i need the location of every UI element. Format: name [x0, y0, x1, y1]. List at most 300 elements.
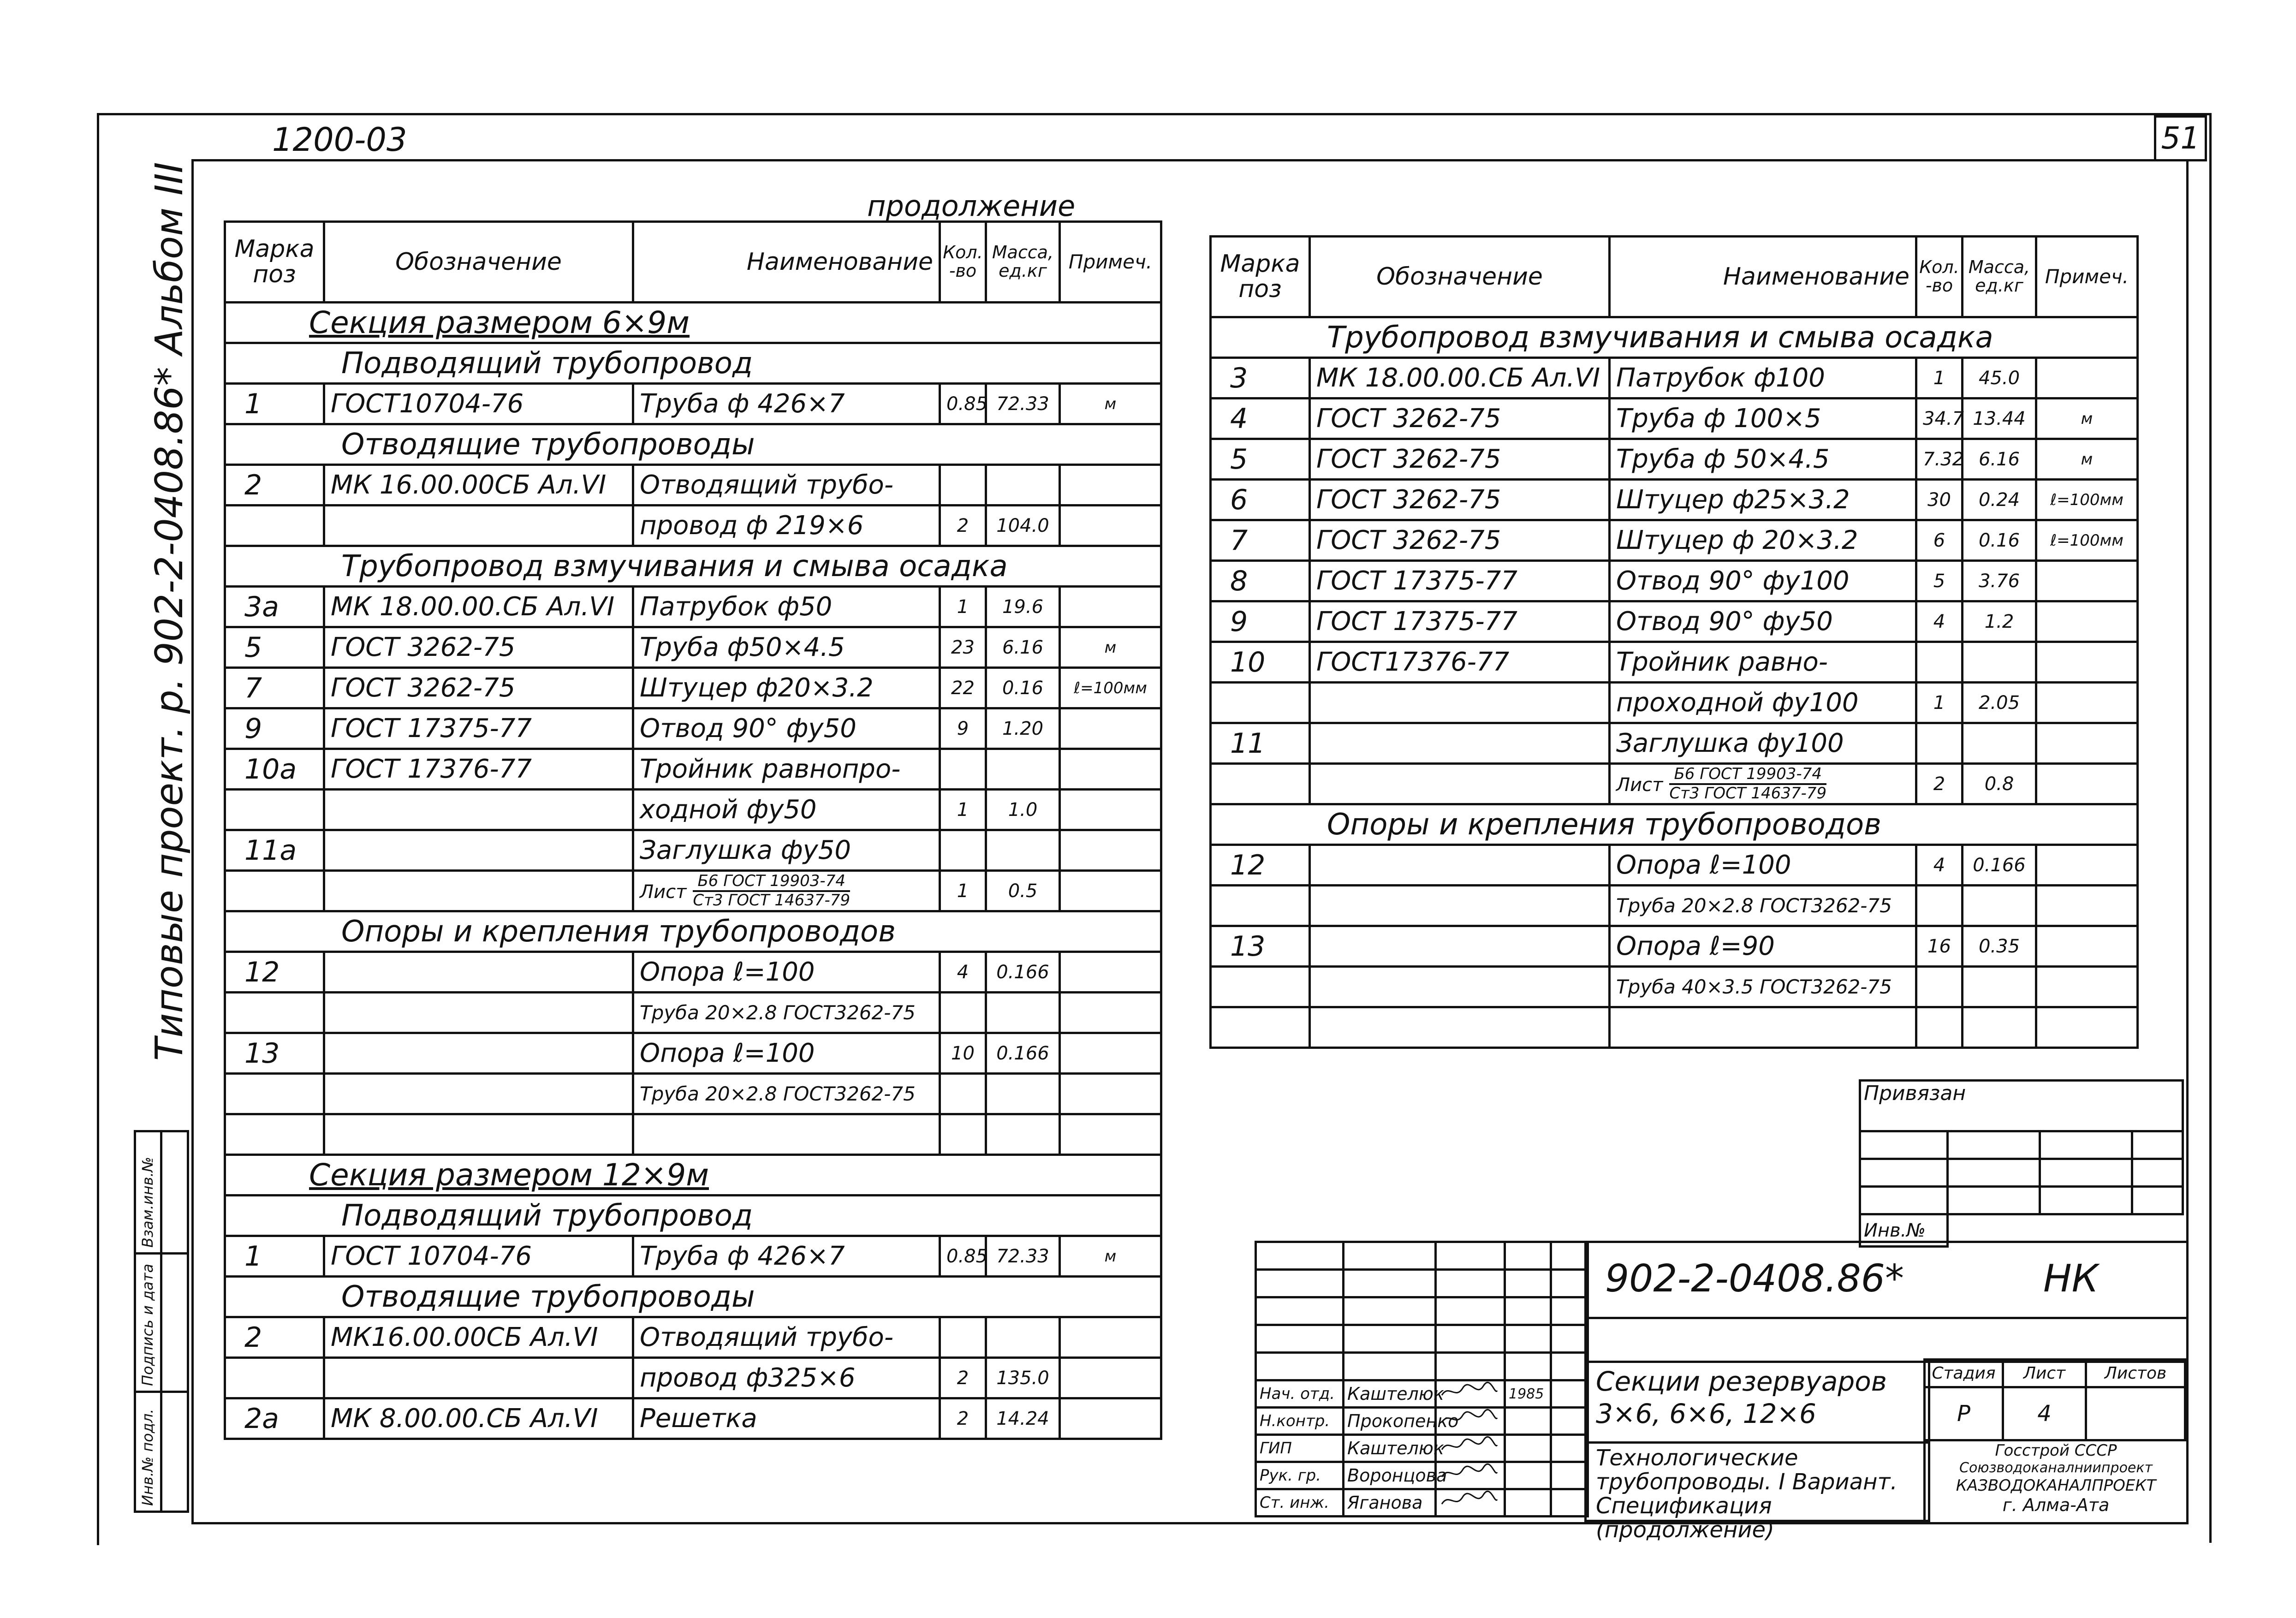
- drawing-title: Секции резервуаров 3×6, 6×6, 12×6: [1596, 1366, 1887, 1429]
- group-heading: Опоры и крепления трубопроводов: [225, 911, 1161, 952]
- mass-cell: 6.16: [1963, 439, 2036, 480]
- table-row: [1211, 601, 2138, 642]
- left-spec-table: [224, 220, 1162, 1440]
- mass-cell: [1963, 1007, 2036, 1048]
- mark-cell: 5: [225, 627, 324, 668]
- page-number: 51: [2154, 115, 2207, 161]
- mark-cell: [1211, 1007, 1310, 1048]
- material-grade: Б6 ГОСТ 19903-74: [693, 873, 850, 892]
- name-cell: Отвод 90° фу100: [1610, 561, 1916, 601]
- mark-cell: 10а: [225, 749, 324, 790]
- stamp-inv-podl: Инв.№ подл.: [139, 1409, 156, 1506]
- mass-cell: 19.6: [986, 587, 1060, 627]
- group-heading: Подводящий трубопровод: [225, 1196, 1161, 1236]
- table-row: [225, 749, 1161, 790]
- table-row: [225, 871, 1161, 911]
- name-cell: [633, 1114, 940, 1155]
- title-main-box: [1584, 1361, 1930, 1444]
- stage-label: Стадия: [1925, 1360, 2003, 1387]
- table-row: [1211, 967, 2138, 1007]
- table-row: [1211, 1007, 2138, 1048]
- mass-cell: 135.0: [986, 1358, 1060, 1398]
- mark-cell: 1: [225, 384, 324, 424]
- mass-cell: [1963, 967, 2036, 1007]
- group-heading-row: [225, 424, 1161, 465]
- mark-cell: 1: [225, 1236, 324, 1277]
- org-line4: г. Алма-Ата: [2002, 1495, 2110, 1515]
- signer-row: [1256, 1462, 1588, 1489]
- table-row: [225, 1114, 1161, 1155]
- signature: [1436, 1380, 1505, 1408]
- col-mass-header: Масса, ед.кг: [1963, 237, 2036, 317]
- mass-cell: 0.166: [1963, 845, 2036, 886]
- mark-cell: 7: [1211, 520, 1310, 561]
- name-cell: Отводящий трубо-: [633, 465, 940, 506]
- table-row: [1211, 439, 2138, 480]
- note-cell: [1060, 993, 1161, 1033]
- note-cell: [2036, 358, 2138, 399]
- qty-cell: 30: [1916, 480, 1963, 520]
- drawing-code: 902-2-0408.86*: [1605, 1257, 1904, 1301]
- name-cell: проходной фу100: [1610, 683, 1916, 723]
- qty-cell: 2: [1916, 764, 1963, 804]
- tie-label: Привязан: [1860, 1081, 2183, 1131]
- note-cell: [2036, 642, 2138, 683]
- designation-cell: ГОСТ 3262-75: [324, 627, 633, 668]
- mark-cell: [225, 506, 324, 546]
- table-row: [225, 952, 1161, 993]
- mark-cell: [1211, 967, 1310, 1007]
- table-row: [225, 465, 1161, 506]
- section-heading: Секция размером 12×9м: [225, 1155, 1161, 1196]
- group-heading: Трубопровод взмучивания и смыва осадка: [1211, 317, 2138, 358]
- note-cell: [1060, 465, 1161, 506]
- qty-cell: [940, 465, 986, 506]
- designation-cell: [324, 1114, 633, 1155]
- name-cell: Отводящий трубо-: [633, 1317, 940, 1358]
- side-stamp: [134, 1130, 189, 1513]
- signature-grid: [1255, 1241, 1589, 1517]
- name-cell: [633, 871, 940, 911]
- qty-cell: 22: [940, 668, 986, 708]
- mark-cell: 4: [1211, 399, 1310, 439]
- designation-cell: ГОСТ 17376-77: [324, 749, 633, 790]
- name-cell: Труба ф 426×7: [633, 1236, 940, 1277]
- mark-cell: 3: [1211, 358, 1310, 399]
- signature-blank-row: [1256, 1353, 1588, 1380]
- table-row: [225, 708, 1161, 749]
- name-cell: Труба 40×3.5 ГОСТ3262-75: [1610, 967, 1916, 1007]
- designation-cell: [324, 1074, 633, 1114]
- note-cell: [2036, 926, 2138, 967]
- table-row: [225, 993, 1161, 1033]
- mark-cell: 2: [225, 465, 324, 506]
- mass-cell: [986, 1114, 1060, 1155]
- sign-date: 1985: [1505, 1380, 1551, 1408]
- mass-cell: 72.33: [986, 384, 1060, 424]
- qty-cell: [1916, 723, 1963, 764]
- note-cell: [2036, 845, 2138, 886]
- name-cell: Труба ф 426×7: [633, 384, 940, 424]
- signature-scribble: [1439, 1409, 1499, 1429]
- designation-cell: ГОСТ 3262-75: [324, 668, 633, 708]
- mass-cell: 13.44: [1963, 399, 2036, 439]
- table-row: [225, 627, 1161, 668]
- signer-role: Нач. отд.: [1256, 1380, 1344, 1408]
- name-cell: Решетка: [633, 1398, 940, 1439]
- table-row: [1211, 561, 2138, 601]
- qty-cell: 1: [940, 790, 986, 830]
- designation-cell: ГОСТ 3262-75: [1310, 399, 1610, 439]
- group-heading: Трубопровод взмучивания и смыва осадка: [225, 546, 1161, 587]
- sheet-code: 1200-03: [272, 121, 407, 159]
- designation-cell: МК16.00.00СБ Ал.VI: [324, 1317, 633, 1358]
- qty-cell: [1916, 1007, 1963, 1048]
- table-row: [1211, 683, 2138, 723]
- group-heading: Подводящий трубопровод: [225, 343, 1161, 384]
- designation-cell: [324, 506, 633, 546]
- org-line1: Госстрой СССР: [1995, 1441, 2117, 1460]
- qty-cell: 7.32: [1916, 439, 1963, 480]
- mark-cell: 13: [225, 1033, 324, 1074]
- mark-cell: 8: [1211, 561, 1310, 601]
- signature: [1436, 1408, 1505, 1435]
- col-designation-header: Обозначение: [1310, 237, 1610, 317]
- designation-cell: ГОСТ 3262-75: [1310, 480, 1610, 520]
- note-cell: [1060, 1398, 1161, 1439]
- col-designation-header: Обозначение: [324, 222, 633, 303]
- album-side-title: Типовые проект. р. 902-2-0408.86* Альбом III: [148, 162, 191, 1061]
- mass-cell: 0.16: [1963, 520, 2036, 561]
- mass-cell: 1.0: [986, 790, 1060, 830]
- mass-cell: 0.16: [986, 668, 1060, 708]
- mass-cell: [986, 749, 1060, 790]
- designation-cell: [324, 952, 633, 993]
- qty-cell: 4: [1916, 601, 1963, 642]
- name-cell: Отвод 90° фу50: [633, 708, 940, 749]
- designation-cell: [1310, 967, 1610, 1007]
- name-cell: Опора ℓ=90: [1610, 926, 1916, 967]
- mark-cell: [225, 1074, 324, 1114]
- mark-cell: 12: [1211, 845, 1310, 886]
- designation-cell: ГОСТ10704-76: [324, 384, 633, 424]
- mark-cell: 2а: [225, 1398, 324, 1439]
- mass-cell: 2.05: [1963, 683, 2036, 723]
- signer-name: Каштелюк: [1344, 1435, 1436, 1462]
- designation-cell: МК 16.00.00СБ Ал.VI: [324, 465, 633, 506]
- table-row: [1211, 845, 2138, 886]
- qty-cell: 0.85: [940, 384, 986, 424]
- note-cell: [1060, 1074, 1161, 1114]
- designation-cell: [1310, 764, 1610, 804]
- mark-cell: 11: [1211, 723, 1310, 764]
- qty-cell: [940, 830, 986, 871]
- mark-cell: 6: [1211, 480, 1310, 520]
- qty-cell: 2: [940, 1398, 986, 1439]
- note-cell: [1060, 830, 1161, 871]
- mass-cell: 14.24: [986, 1398, 1060, 1439]
- note-cell: м: [2036, 399, 2138, 439]
- table-row: [225, 384, 1161, 424]
- mass-cell: 1.2: [1963, 601, 2036, 642]
- mark-cell: [1211, 764, 1310, 804]
- note-cell: [2036, 764, 2138, 804]
- title-block: [1255, 1241, 2184, 1543]
- qty-cell: 16: [1916, 926, 1963, 967]
- table-row: [225, 506, 1161, 546]
- signature-scribble: [1439, 1381, 1499, 1402]
- name-cell: Штуцер ф 20×3.2: [1610, 520, 1916, 561]
- name-cell: Опора ℓ=100: [633, 1033, 940, 1074]
- stamp-vzam-inv: Взам.инв.№: [139, 1157, 156, 1248]
- qty-cell: 4: [940, 952, 986, 993]
- title-code-box: [1584, 1241, 2189, 1319]
- note-cell: [1060, 1317, 1161, 1358]
- signature-scribble: [1439, 1490, 1499, 1511]
- organization-box: [1923, 1439, 2189, 1524]
- table-row: [225, 1317, 1161, 1358]
- qty-cell: [940, 749, 986, 790]
- designation-cell: ГОСТ17376-77: [1310, 642, 1610, 683]
- drawing-mark: НК: [2043, 1257, 2099, 1301]
- note-cell: [1060, 708, 1161, 749]
- name-cell: Заглушка фу100: [1610, 723, 1916, 764]
- signature-scribble: [1439, 1463, 1499, 1483]
- table-row: [225, 1033, 1161, 1074]
- qty-cell: 5: [1916, 561, 1963, 601]
- title-empty-box: [1584, 1315, 2189, 1363]
- qty-cell: [940, 1074, 986, 1114]
- note-cell: [1060, 587, 1161, 627]
- col-name-header: Наименование: [633, 222, 940, 303]
- mass-cell: 3.76: [1963, 561, 2036, 601]
- mark-cell: 13: [1211, 926, 1310, 967]
- mark-cell: 3а: [225, 587, 324, 627]
- name-cell: Опора ℓ=100: [1610, 845, 1916, 886]
- group-heading: Отводящие трубопроводы: [225, 424, 1161, 465]
- group-heading-row: [1211, 317, 2138, 358]
- qty-cell: 0.85: [940, 1236, 986, 1277]
- tie-block: [1859, 1079, 2184, 1248]
- table-row: [225, 587, 1161, 627]
- name-cell: Опора ℓ=100: [633, 952, 940, 993]
- note-cell: [1060, 1033, 1161, 1074]
- name-cell: Штуцер ф20×3.2: [633, 668, 940, 708]
- signature: [1436, 1462, 1505, 1489]
- name-cell: Труба ф 50×4.5: [1610, 439, 1916, 480]
- designation-cell: [1310, 723, 1610, 764]
- name-cell: Тройник равно-: [1610, 642, 1916, 683]
- signer-row: [1256, 1380, 1588, 1408]
- mark-cell: [225, 871, 324, 911]
- qty-cell: 1: [1916, 683, 1963, 723]
- mark-cell: 10: [1211, 642, 1310, 683]
- mark-cell: [1211, 683, 1310, 723]
- qty-cell: [940, 1114, 986, 1155]
- designation-cell: [1310, 886, 1610, 926]
- qty-cell: 23: [940, 627, 986, 668]
- sheet-material-label: Лист: [640, 881, 687, 903]
- mass-cell: [1963, 642, 2036, 683]
- signature-blank-row: [1256, 1270, 1588, 1297]
- note-cell: ℓ=100мм: [2036, 520, 2138, 561]
- mass-cell: [1963, 723, 2036, 764]
- signer-row: [1256, 1408, 1588, 1435]
- drawing-subtitle: Технологические трубопроводы. I Вариант. Спецификация (продолжение): [1596, 1445, 1897, 1543]
- designation-cell: [324, 790, 633, 830]
- qty-cell: 6: [1916, 520, 1963, 561]
- designation-cell: [1310, 1007, 1610, 1048]
- tie-inv-label: Инв.№: [1860, 1214, 1948, 1247]
- signature: [1436, 1435, 1505, 1462]
- note-cell: ℓ=100мм: [2036, 480, 2138, 520]
- qty-cell: 10: [940, 1033, 986, 1074]
- signature-scribble: [1439, 1436, 1499, 1456]
- mass-cell: 0.5: [986, 871, 1060, 911]
- note-cell: [2036, 683, 2138, 723]
- note-cell: ℓ=100мм: [1060, 668, 1161, 708]
- designation-cell: ГОСТ 17375-77: [1310, 601, 1610, 642]
- designation-cell: [1310, 845, 1610, 886]
- org-line3: КАЗВОДОКАНАЛПРОЕКТ: [1956, 1476, 2156, 1495]
- continuation-label: продолжение: [867, 189, 1076, 223]
- sign-date: [1505, 1408, 1551, 1435]
- note-cell: [2036, 561, 2138, 601]
- note-cell: [2036, 1007, 2138, 1048]
- signer-name: Прокопенко: [1344, 1408, 1436, 1435]
- mark-cell: 11а: [225, 830, 324, 871]
- table-row: [1211, 520, 2138, 561]
- mass-cell: 45.0: [1963, 358, 2036, 399]
- sheet-label: Лист: [2003, 1360, 2086, 1387]
- mass-cell: 104.0: [986, 506, 1060, 546]
- table-row: [225, 830, 1161, 871]
- material-grade: Б6 ГОСТ 19903-74: [1669, 766, 1826, 785]
- signer-name: Яганова: [1344, 1489, 1436, 1517]
- mark-cell: 7: [225, 668, 324, 708]
- table-row: [225, 1398, 1161, 1439]
- name-cell: ходной фу50: [633, 790, 940, 830]
- designation-cell: ГОСТ 3262-75: [1310, 439, 1610, 480]
- table-row: [1211, 723, 2138, 764]
- note-cell: [1060, 506, 1161, 546]
- note-cell: [1060, 1358, 1161, 1398]
- signature-blank-row: [1256, 1242, 1588, 1270]
- signer-role: Н.контр.: [1256, 1408, 1344, 1435]
- mass-cell: [986, 465, 1060, 506]
- mass-cell: [986, 993, 1060, 1033]
- note-cell: [1060, 749, 1161, 790]
- signature: [1436, 1489, 1505, 1517]
- qty-cell: 34.7: [1916, 399, 1963, 439]
- mark-cell: 2: [225, 1317, 324, 1358]
- org-line2: Союзводоканалниипроект: [1959, 1460, 2153, 1476]
- table-row: [225, 1236, 1161, 1277]
- note-cell: м: [2036, 439, 2138, 480]
- mass-cell: 6.16: [986, 627, 1060, 668]
- designation-cell: [1310, 926, 1610, 967]
- mark-cell: [1211, 886, 1310, 926]
- note-cell: [2036, 967, 2138, 1007]
- signature-blank-row: [1256, 1297, 1588, 1325]
- signer-role: Рук. гр.: [1256, 1462, 1344, 1489]
- qty-cell: 1: [940, 587, 986, 627]
- mark-cell: 12: [225, 952, 324, 993]
- col-mark-header: Марка поз: [1211, 237, 1310, 317]
- right-spec-table: [1209, 235, 2139, 1049]
- stage-table: [1923, 1358, 2186, 1441]
- qty-cell: [940, 1317, 986, 1358]
- designation-cell: ГОСТ 10704-76: [324, 1236, 633, 1277]
- table-row: [1211, 926, 2138, 967]
- col-note-header: Примеч.: [2036, 237, 2138, 317]
- name-cell: Штуцер ф25×3.2: [1610, 480, 1916, 520]
- stamp-sign-date: Подпись и дата: [139, 1263, 156, 1386]
- col-mark-header: Марка поз: [225, 222, 324, 303]
- note-cell: [1060, 871, 1161, 911]
- note-cell: [1060, 1114, 1161, 1155]
- sheet-value: 4: [2003, 1387, 2086, 1440]
- note-cell: м: [1060, 627, 1161, 668]
- designation-cell: ГОСТ 17375-77: [324, 708, 633, 749]
- designation-cell: [324, 830, 633, 871]
- signer-name: Воронцова: [1344, 1462, 1436, 1489]
- designation-cell: МК 18.00.00.СБ Ал.VI: [1310, 358, 1610, 399]
- table-row: [225, 1074, 1161, 1114]
- designation-cell: [324, 1358, 633, 1398]
- group-heading-row: [225, 911, 1161, 952]
- table-row: [1211, 886, 2138, 926]
- mass-cell: 0.166: [986, 1033, 1060, 1074]
- group-heading-row: [225, 343, 1161, 384]
- table-row: [225, 790, 1161, 830]
- mass-cell: [1963, 886, 2036, 926]
- designation-cell: ГОСТ 17375-77: [1310, 561, 1610, 601]
- mass-cell: 1.20: [986, 708, 1060, 749]
- mass-cell: [986, 1317, 1060, 1358]
- designation-cell: [324, 1033, 633, 1074]
- name-cell: Труба 20×2.8 ГОСТ3262-75: [1610, 886, 1916, 926]
- mass-cell: 0.24: [1963, 480, 2036, 520]
- name-cell: Труба ф 100×5: [1610, 399, 1916, 439]
- mass-cell: 72.33: [986, 1236, 1060, 1277]
- name-cell: Патрубок ф100: [1610, 358, 1916, 399]
- note-cell: [2036, 723, 2138, 764]
- qty-cell: [1916, 886, 1963, 926]
- name-cell: Патрубок ф50: [633, 587, 940, 627]
- qty-cell: 2: [940, 1358, 986, 1398]
- col-qty-header: Кол. -во: [940, 222, 986, 303]
- material-standard: Ст3 ГОСТ 14637-79: [1669, 784, 1827, 803]
- table-row: [1211, 764, 2138, 804]
- section-heading-row: [225, 1155, 1161, 1196]
- name-cell: Труба 20×2.8 ГОСТ3262-75: [633, 993, 940, 1033]
- col-mass-header: Масса, ед.кг: [986, 222, 1060, 303]
- signer-row: [1256, 1435, 1588, 1462]
- material-fraction: [693, 873, 850, 909]
- mark-cell: 9: [1211, 601, 1310, 642]
- qty-cell: 1: [1916, 358, 1963, 399]
- note-cell: м: [1060, 384, 1161, 424]
- signer-name: Каштелюк: [1344, 1380, 1436, 1408]
- material-fraction: [1669, 766, 1826, 802]
- mark-cell: 5: [1211, 439, 1310, 480]
- qty-cell: 9: [940, 708, 986, 749]
- signer-role: ГИП: [1256, 1435, 1344, 1462]
- name-cell: провод ф325×6: [633, 1358, 940, 1398]
- table-row: [1211, 399, 2138, 439]
- qty-cell: 1: [940, 871, 986, 911]
